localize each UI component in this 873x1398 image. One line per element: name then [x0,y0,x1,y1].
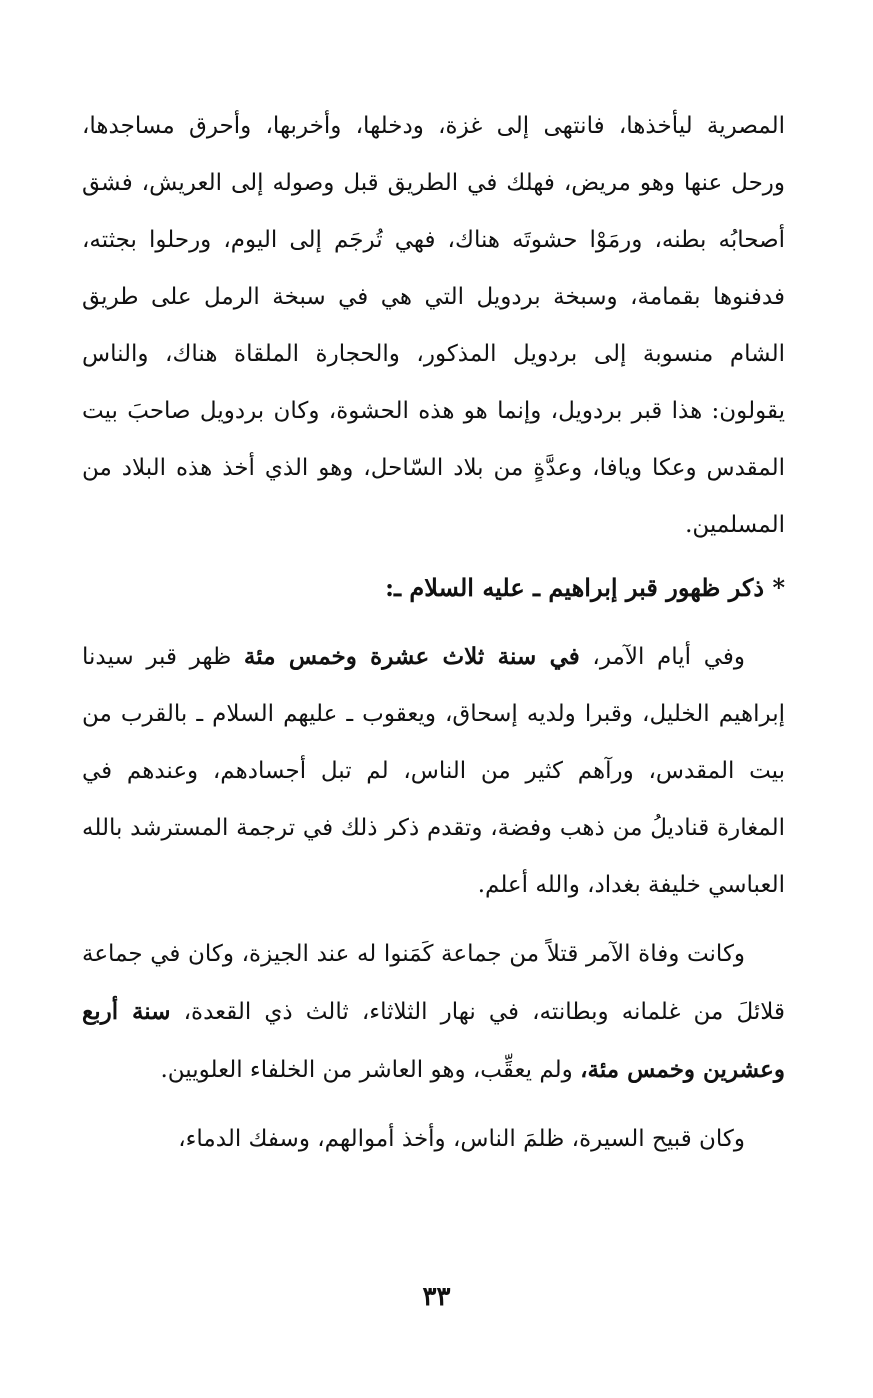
paragraph-bardawil: المصرية ليأخذها، فانتهى إلى غزة، ودخلها، وأخربها، وأحرق مساجدها، ورحل عنها وهو مريض، فهلك في الطريق قبل وصوله إلى العريش، فشق أصحابُه بطنه، ورمَوْا حشوتَه هناك، فهي تُرجَم إلى اليوم، ورحلوا بجثته، فدفنوها بقمامة، وسبخة بردويل التي هي في سبخة الرمل على طريق الشام منسوبة إلى بردويل المذكور، والحجارة الملقاة هناك، والناس يقولون: هذا قبر بردويل، وإنما هو هذه الحشوة، وكان بردويل صاحبَ بيت المقدس وعكا ويافا، وعدَّةٍ من بلاد السّاحل، وهو الذي أخذ هذه البلاد من المسلمين. [82,113,785,538]
paragraph-amir-conduct: وكان قبيح السيرة، ظلمَ الناس، وأخذ أموالهم، وسفك الدماء، [178,1126,745,1152]
section-heading-ibrahim-tomb: * ذكر ظهور قبر إبراهيم ـ عليه السلام ـ: [385,573,785,602]
paragraph-amir-death-rest: ولم يعقِّب، وهو العاشر من الخلفاء العلويين. [160,1057,573,1083]
paragraph-ibrahim-tomb-start: وفي أيام الآمر، [592,644,746,670]
page-number: ٣٣ [422,1282,451,1312]
date-highlight-524: سنة أربع وعشرين وخمس مئة، [82,998,785,1083]
paragraph-amir-death-start: وكانت وفاة الآمر قتلاً من جماعة كَمَنوا له عند الجيزة، وكان في جماعة قلائلَ من غلمانه وبطانته، في نهار الثلاثاء، ثالث ذي القعدة، [82,941,785,1025]
paragraph-ibrahim-tomb-rest: ظهر قبر سيدنا إبراهيم الخليل، وقبرا ولديه إسحاق، ويعقوب ـ عليهم السلام ـ بالقرب من بيت المقدس، ورآهم كثير من الناس، لم تبل أجسادهم، وعندهم في المغارة قناديلُ من ذهب وفضة، وتقدم ذكر ذلك في ترجمة المسترشد بالله العباسي خليفة بغداد، والله أعلم. [82,644,785,898]
date-highlight-513: في سنة ثلاث عشرة وخمس مئة [243,643,580,670]
paragraph-ibrahim-tomb [82,628,785,914]
paragraph-amir-death [82,926,785,1099]
